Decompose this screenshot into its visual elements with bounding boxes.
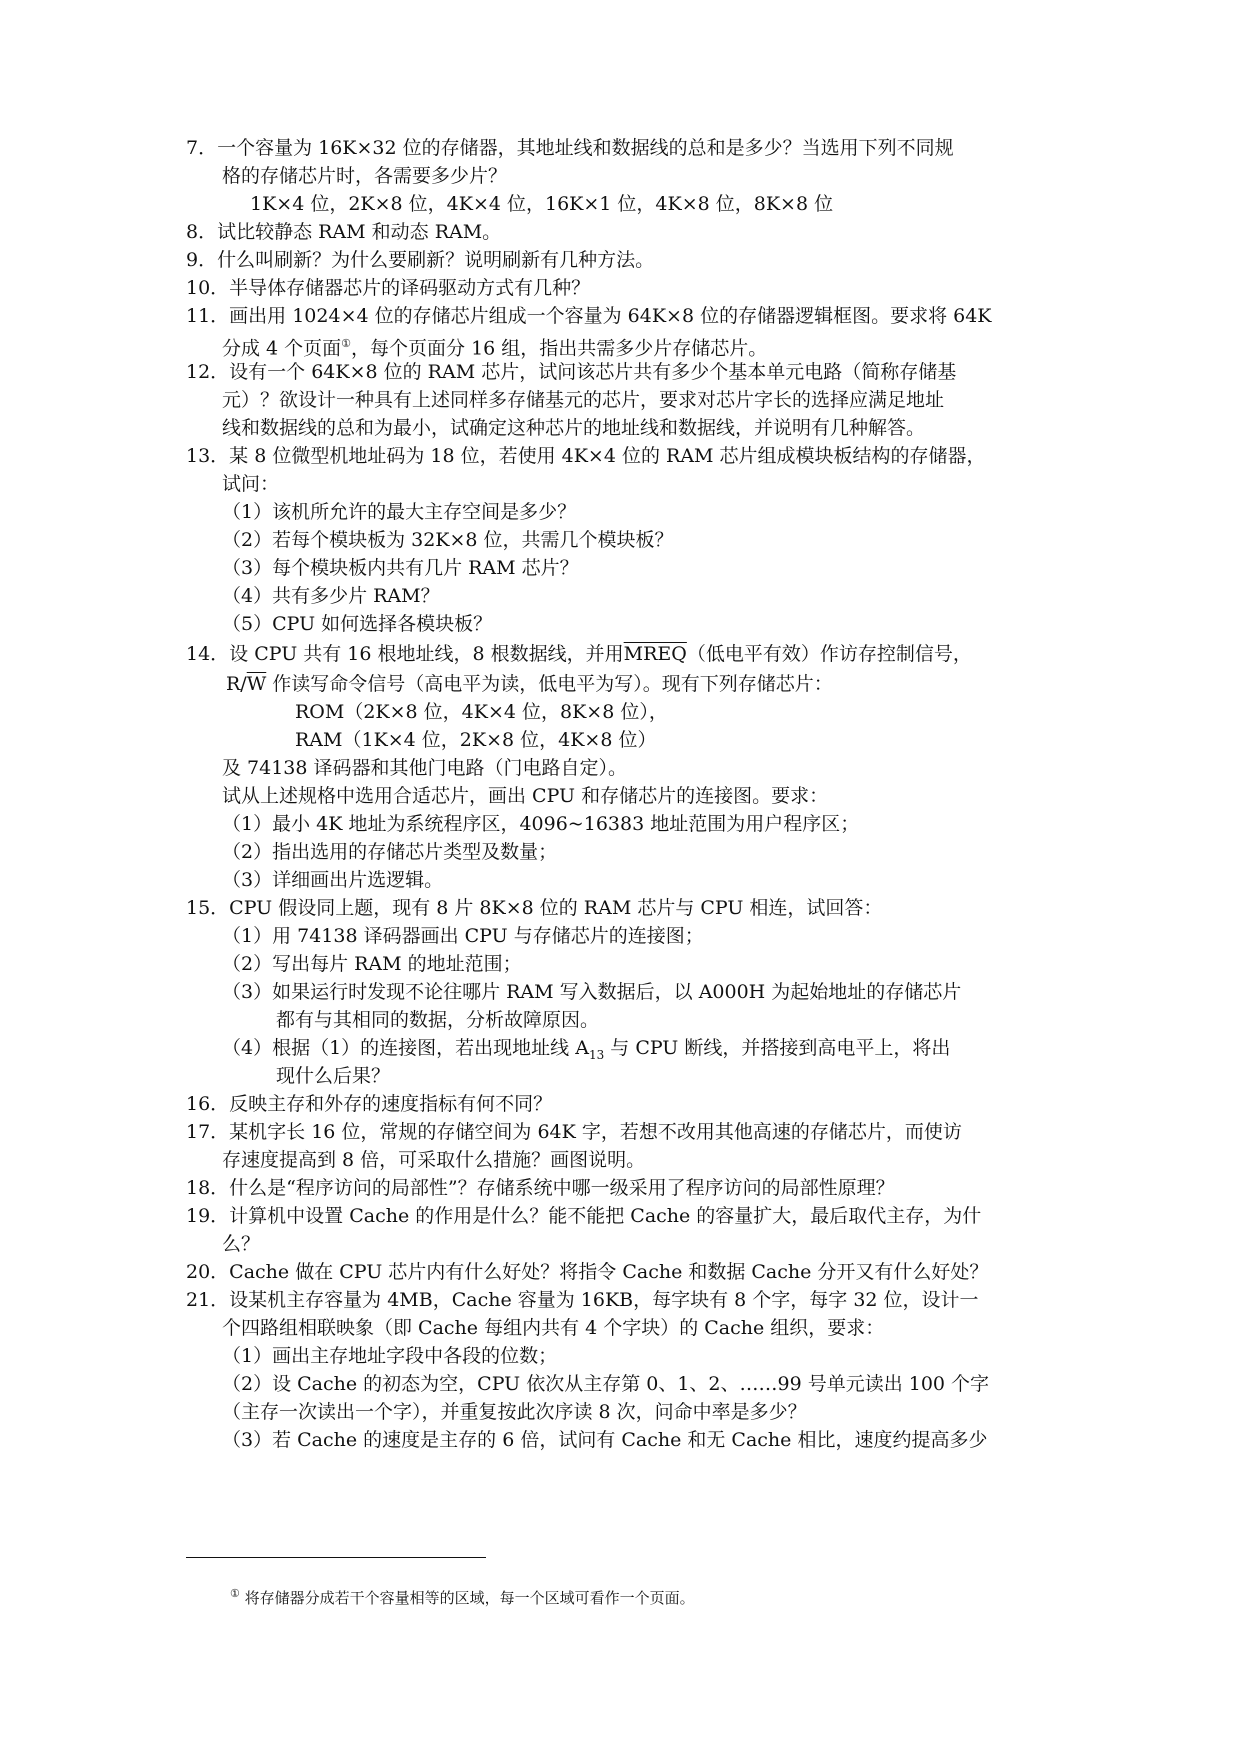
- q14-continuation: [226, 670, 833, 698]
- q11-text-a: 分成 4 个页面: [222, 337, 342, 360]
- q14-task-line: 试从上述规格中选用合适芯片，画出 CPU 和存储芯片的连接图。要求：: [222, 785, 829, 807]
- a13-subscript: 13: [588, 1047, 605, 1062]
- q9-line: 9．什么叫刷新？为什么要刷新？说明刷新有几种方法。: [186, 249, 655, 271]
- q20-line: 20．Cache 做在 CPU 芯片内有什么好处？将指令 Cache 和数据 Cache 分开又有什么好处？: [186, 1261, 989, 1283]
- q21-line: 21．设某机主存容量为 4MB，Cache 容量为 16KB，每字块有 8 个字，每字 32 位，设计一: [186, 1289, 979, 1311]
- q18-line: 18．什么是“程序访问的局部性”？存储系统中哪一级采用了程序访问的局部性原理？: [186, 1177, 895, 1199]
- q7-line: 7．一个容量为 16K×32 位的存储器，其地址线和数据线的总和是多少？当选用下列不同规: [186, 137, 954, 159]
- q7-spec-list: 1K×4 位，2K×8 位，4K×4 位，16K×1 位，4K×8 位，8K×8 位: [250, 193, 834, 215]
- q15-sub-1: （1）用 74138 译码器画出 CPU 与存储芯片的连接图；: [222, 925, 704, 947]
- footnote-text: 将存储器分成若干个容量相等的区域，每一个区域可看作一个页面。: [244, 1589, 695, 1607]
- q16-line: 16．反映主存和外存的速度指标有何不同？: [186, 1093, 553, 1115]
- q17-line: 17．某机字长 16 位，常规的存储空间为 64K 字，若想不改用其他高速的存储芯片，而使访: [186, 1121, 962, 1143]
- q21-continuation: 个四路组相联映象（即 Cache 每组内共有 4 个字块）的 Cache 组织，要求：: [222, 1317, 885, 1339]
- q13-sub-4: （4）共有多少片 RAM？: [222, 585, 440, 607]
- q13-line: 13．某 8 位微型机地址码为 18 位，若使用 4K×4 位的 RAM 芯片组成模块板结构的存储器，: [186, 445, 986, 467]
- q13-continuation: 试问：: [222, 473, 280, 495]
- q13-sub-1: （1）该机所允许的最大主存空间是多少？: [222, 501, 577, 523]
- q15-sub-3-continuation: 都有与其相同的数据，分析故障原因。: [276, 1009, 600, 1031]
- q15-sub-2: （2）写出每片 RAM 的地址范围；: [222, 953, 522, 975]
- footnote-marker: ①: [230, 1587, 240, 1600]
- q8-line: 8．试比较静态 RAM 和动态 RAM。: [186, 221, 502, 243]
- q7-continuation: 格的存储芯片时，各需要多少片？: [222, 165, 508, 187]
- q13-sub-3: （3）每个模块板内共有几片 RAM 芯片？: [222, 557, 579, 579]
- q12-line: 12．设有一个 64K×8 位的 RAM 芯片，试问该芯片共有多少个基本单元电路（简称存储基: [186, 361, 957, 383]
- q15-sub-4-continuation: 现什么后果？: [276, 1065, 391, 1087]
- q14-text-c: （低电平有效）作访存控制信号，: [686, 643, 972, 665]
- q13-sub-5: （5）CPU 如何选择各模块板？: [222, 613, 493, 635]
- q15-sub-4-text-a: （4）根据（1）的连接图，若出现地址线 A: [222, 1037, 589, 1059]
- q12-continuation-1: 元）？欲设计一种具有上述同样多存储基元的芯片，要求对芯片字长的选择应满足地址: [222, 389, 945, 411]
- footnote: [230, 1584, 695, 1608]
- q14-sub-3: （3）详细画出片选逻辑。: [222, 869, 444, 891]
- q11-text-b: ，每个页面分 16 组，指出共需多少片存储芯片。: [351, 337, 768, 360]
- q11-line: 11．画出用 1024×4 位的存储芯片组成一个容量为 64K×8 位的存储器逻辑框图。要求将 64K: [186, 305, 992, 327]
- q21-sub-2-continuation: （主存一次读出一个字），并重复按此次序读 8 次，问命中率是多少？: [222, 1401, 807, 1423]
- mreq-signal: MREQ: [623, 643, 687, 665]
- q14-line: [186, 640, 972, 668]
- q17-continuation: 存速度提高到 8 倍，可采取什么措施？画图说明。: [222, 1149, 646, 1171]
- q15-sub-4-text-c: 与 CPU 断线，并搭接到高电平上，将出: [604, 1037, 951, 1059]
- q14-decoder-line: 及 74138 译码器和其他门电路（门电路自定）。: [222, 757, 628, 779]
- q10-line: 10．半导体存储器芯片的译码驱动方式有几种？: [186, 277, 591, 299]
- q19-line: 19．计算机中设置 Cache 的作用是什么？能不能把 Cache 的容量扩大，最后取代主存，为什: [186, 1205, 982, 1227]
- q15-sub-3: （3）如果运行时发现不论往哪片 RAM 写入数据后，以 A000H 为起始地址的存储芯片: [222, 981, 962, 1003]
- q21-sub-2: （2）设 Cache 的初态为空，CPU 依次从主存第 0、1、2、……99 号单元读出 100 个字: [222, 1373, 990, 1395]
- q13-sub-2: （2）若每个模块板为 32K×8 位，共需几个模块板？: [222, 529, 674, 551]
- q12-continuation-2: 线和数据线的总和为最小，试确定这种芯片的地址线和数据线，并说明有几种解答。: [222, 417, 926, 439]
- rw-signal-r: R/: [226, 673, 247, 695]
- rw-signal-w: $\overline{W}$: [246, 673, 267, 695]
- q14-sub-2: （2）指出选用的存储芯片类型及数量；: [222, 841, 558, 863]
- footnote-ref[interactable]: ①: [341, 337, 352, 350]
- q19-continuation: 么？: [222, 1233, 261, 1255]
- q14-ram-list: RAM（1K×4 位，2K×8 位，4K×8 位）: [295, 729, 657, 751]
- q14-rom-list: ROM（2K×8 位，4K×4 位，8K×8 位），: [295, 701, 668, 723]
- q21-sub-1: （1）画出主存地址字段中各段的位数；: [222, 1345, 558, 1367]
- q14-text-a: 14．设 CPU 共有 16 根地址线，8 根数据线，并用: [186, 643, 624, 665]
- q21-sub-3: （3）若 Cache 的速度是主存的 6 倍，试问有 Cache 和无 Cache 相比，速度约提高多少: [222, 1429, 988, 1451]
- footnote-divider: [186, 1557, 486, 1558]
- q14-text-d: 作读写命令信号（高电平为读，低电平为写）。现有下列存储芯片：: [266, 673, 833, 695]
- q15-line: 15．CPU 假设同上题，现有 8 片 8K×8 位的 RAM 芯片与 CPU 相连，试回答：: [186, 897, 883, 919]
- q14-sub-1: （1）最小 4K 地址为系统程序区，4096~16383 地址范围为用户程序区；: [222, 813, 860, 835]
